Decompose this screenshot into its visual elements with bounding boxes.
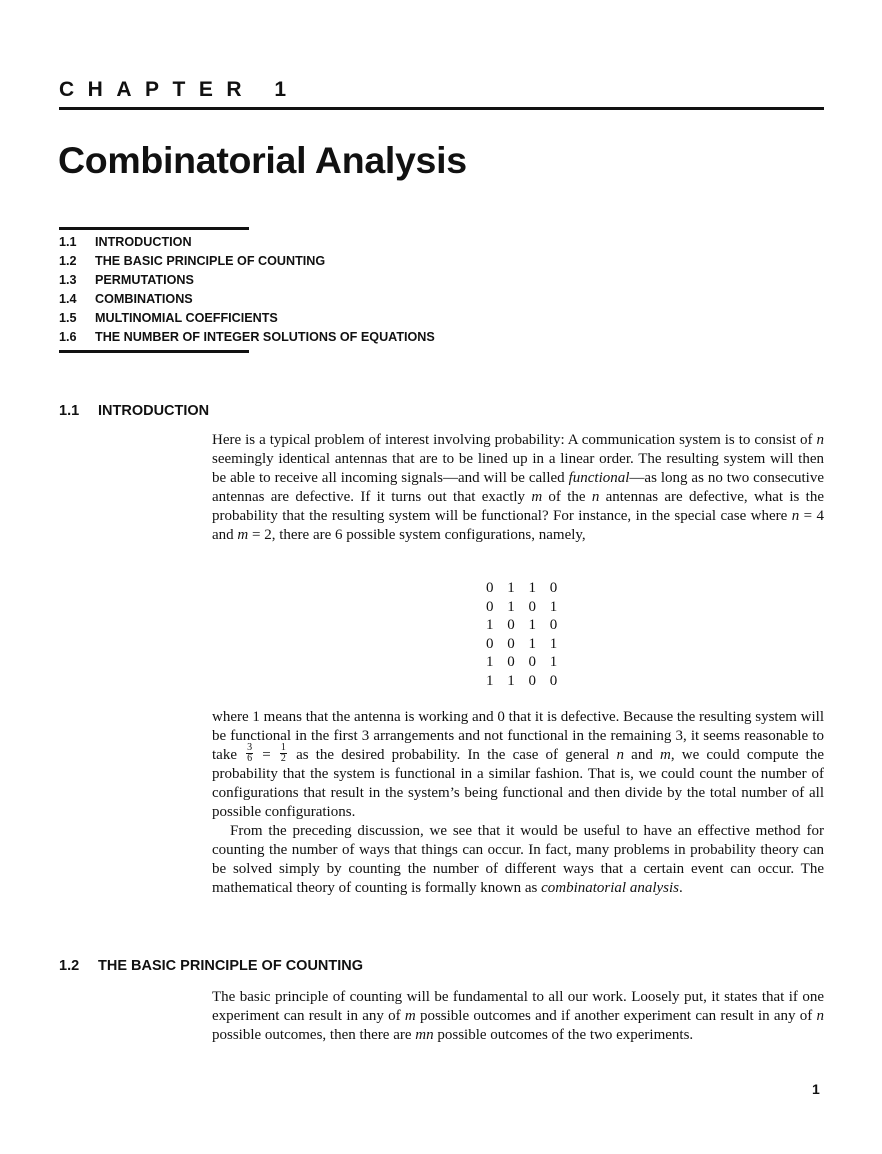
toc-item [59,272,435,291]
fraction-three-sixths: $\frac{3}{6}$ [247,742,253,765]
toc-item [59,329,435,348]
chapter-title: Combinatorial Analysis [58,139,467,181]
toc-item-title: INTRODUCTION [95,235,192,249]
section-title: THE BASIC PRINCIPLE OF COUNTING [98,958,364,974]
toc-item [59,291,435,310]
toc-item-number: 1.2 [59,254,77,268]
toc-item [59,253,435,272]
toc-item-title: COMBINATIONS [95,292,193,306]
toc-item-number: 1.1 [59,235,77,249]
intro-paragraph-2: where 1 means that the antenna is working and 0 that it is defective. Because the resulting system will be functional in the first 3 arrangements and not functional in the remaining 3, it seems reasonable to take $\frac{3}{6}$ = $\frac{1}{2}$ as the desired probability. In the case of general n and m, we could compute the probability that the system is functional in a similar fashion. That is, we could count the number of configurations that result in the system’s being functional and then divide by the total number of all possible configurations. [212,709,824,820]
section-number: 1.1 [59,403,80,419]
fraction-one-half: $\frac{1}{2}$ [280,742,286,765]
page-number: 1 [812,1081,820,1097]
configuration-row: 1 0 0 1 [486,654,563,670]
toc-item-number: 1.4 [59,292,77,306]
chapter-rule [59,107,824,110]
intro-paragraphs-2-3 [212,708,824,898]
intro-paragraph-3: From the preceding discussion, we see that it would be useful to have an effective method for counting the number of ways that things can occur. In fact, many problems in probability theory can be solved simply by counting the number of different ways that a certain event can occur. The mathematical theory of counting is formally known as combinatorial analysis. [212,823,824,896]
section-title: INTRODUCTION [98,403,210,419]
configuration-list [486,579,562,690]
toc-item-number: 1.5 [59,311,77,325]
configuration-row: 1 1 0 0 [486,672,563,689]
term-combinatorial-analysis: combinatorial analysis [541,880,680,896]
toc-item [59,310,435,329]
toc-item-title: PERMUTATIONS [95,273,194,287]
section-heading-basic-principle [59,958,363,974]
toc-item-title: MULTINOMIAL COEFFICIENTS [95,311,278,325]
toc-item-number: 1.3 [59,273,77,287]
toc-item-number: 1.6 [59,330,77,344]
toc-top-rule [59,227,249,230]
chapter-label: CHAPTER 1 [59,78,300,101]
toc-item [59,234,435,253]
section-number: 1.2 [59,958,80,974]
toc-item-title: THE NUMBER OF INTEGER SOLUTIONS OF EQUATIONS [95,330,435,344]
configuration-row: 0 1 0 1 [486,598,563,615]
toc-item-title: THE BASIC PRINCIPLE OF COUNTING [95,254,326,268]
counting-paragraph-1: The basic principle of counting will be fundamental to all our work. Loosely put, it states that if one experiment can result in any of m possible outcomes and if another experiment can result in any of n possible outcomes, then there are mn possible outcomes of the two experiments. [212,989,824,1043]
configuration-row: 1 0 1 0 [486,617,563,633]
chapter-contents [59,234,435,348]
section-heading-introduction [59,403,209,419]
intro-paragraph-1: Here is a typical problem of interest involving probability: A communication system is to consist of n seemingly identical antennas that are to be lined up in a linear order. The resulting system will then be able to receive all incoming signals—and will be called functional—as long as no two consecutive antennas are defective. If it turns out that exactly m of the n antennas are defective, what is the probability that the resulting system will be functional? For instance, in the special case where n = 4 and m = 2, there are 6 possible system configurations, namely, [212,432,824,543]
configuration-row: 0 1 1 0 [486,580,563,596]
configuration-row: 0 0 1 1 [486,635,563,652]
term-functional: functional [568,470,630,486]
toc-bottom-rule [59,350,249,353]
